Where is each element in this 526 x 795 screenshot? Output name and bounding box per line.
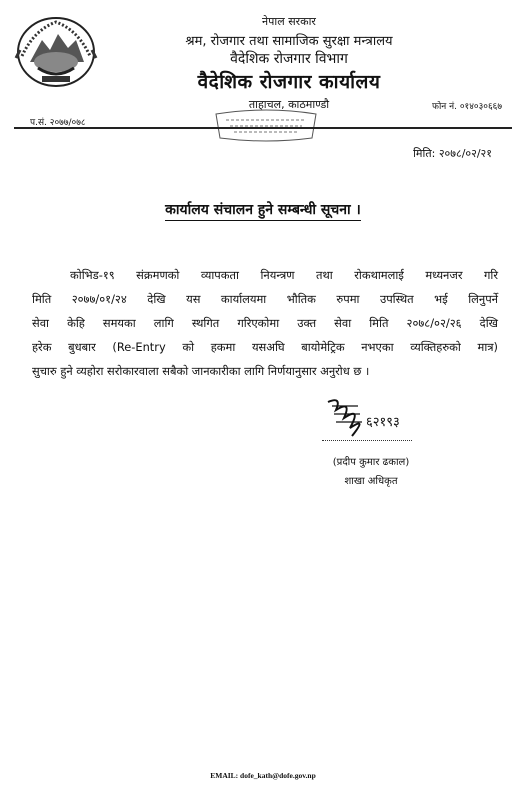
body-line-5: सुचारु हुने व्यहोरा सरोकारवाला सबैको जानकारीका लागि निर्णयानुसार अनुरोध छ । bbox=[32, 364, 370, 378]
ministry-name: श्रम, रोजगार तथा सामाजिक सुरक्षा मन्त्रालय bbox=[185, 34, 393, 49]
office-stamp bbox=[212, 108, 320, 142]
letter-date: मिति: २०७८/०२/२१ bbox=[413, 147, 492, 160]
office-name: वैदेशिक रोजगार कार्यालय bbox=[197, 71, 381, 93]
government-name: नेपाल सरकार bbox=[262, 15, 316, 28]
notice-subject bbox=[0, 200, 526, 219]
header-divider bbox=[14, 127, 512, 129]
signature-line bbox=[322, 440, 412, 441]
body-line-2: मिति २०७७/०१/२४ देखि यस कार्यालयमा भौतिक रुपमा उपस्थित भई लिनुपर्ने bbox=[32, 292, 498, 306]
signature-date: ६२१९३ bbox=[366, 415, 400, 430]
handwritten-signature bbox=[322, 392, 410, 442]
reference-number: प.सं. २०७७/०७८ bbox=[30, 118, 86, 128]
phone-number: फोन नं. ०१४०३०६६७ bbox=[432, 102, 502, 112]
body-line-4: हरेक बुधबार (Re-Entry को हकमा यसअघि बायोमेट्रिक नभएका व्यक्तिहरुको मात्र) bbox=[32, 340, 498, 354]
signatory-name: (प्रदीप कुमार ढकाल) bbox=[332, 457, 410, 468]
subject-text: कार्यालय संचालन हुने सम्बन्धी सूचना । bbox=[165, 202, 361, 221]
body-line-3: सेवा केहि समयका लागि स्थगित गरिएकोमा उक्त सेवा मिति २०७८/०२/२६ देखि bbox=[32, 316, 498, 330]
footer-email: EMAIL: dofe_kath@dofe.gov.np bbox=[210, 771, 316, 780]
department-name: वैदेशिक रोजगार विभाग bbox=[230, 51, 348, 67]
signatory-title: शाखा अधिकृत bbox=[344, 476, 398, 487]
office-address: ताहाचल, काठमाण्डौ bbox=[248, 98, 330, 111]
body-line-1: कोभिड-१९ संक्रमणको व्यापकता नियन्त्रण तथा रोकथामलाई मध्यनजर गरि bbox=[70, 268, 498, 282]
